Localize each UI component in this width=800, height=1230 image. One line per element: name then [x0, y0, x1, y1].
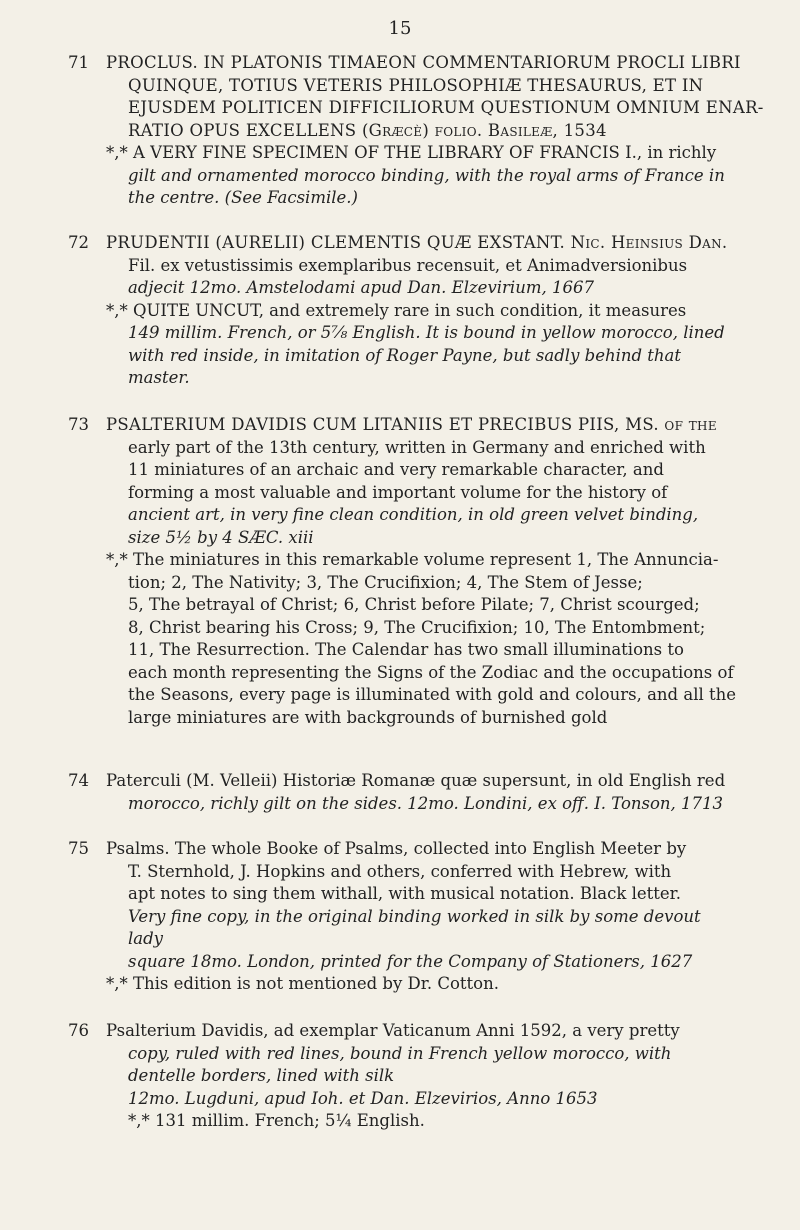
- entry-line: ancient art, in very fine clean condition, in old green velvet binding,: [128, 505, 699, 524]
- entry-line: copy, ruled with red lines, bound in French yellow morocco, with: [128, 1043, 672, 1063]
- entry-line: dentelle borders, lined with silk: [128, 1066, 395, 1085]
- entry-note-line: *,* A VERY FINE SPECIMEN OF THE LIBRARY OF FRANCIS I., in richly: [106, 143, 717, 162]
- entry-line: 11 miniatures of an archaic and very remarkable character, and: [128, 460, 664, 479]
- lot-number: 75: [68, 839, 89, 858]
- entry-note-line: *,* This edition is not mentioned by Dr. Cotton.: [106, 974, 499, 993]
- entry-line: Very fine copy, in the original binding worked in silk by some devout: [128, 906, 701, 926]
- entry-line: apt notes to sing them withall, with musical notation. Black letter.: [128, 884, 681, 903]
- entry-note-line: the Seasons, every page is illuminated with gold and colours, and all the: [128, 685, 737, 704]
- entry-line: PROCLUS. IN PLATONIS TIMAEON COMMENTARIORUM PROCLI LIBRI: [106, 53, 741, 72]
- catalogue-entry-75: [68, 838, 778, 996]
- entry-line: PRUDENTII (AURELII) CLEMENTIS QUÆ EXSTANT. Nic. Heinsius Dan.: [106, 233, 728, 252]
- entry-line: Psalms. The whole Booke of Psalms, collected into English Meeter by: [106, 839, 687, 858]
- entry-note-line: with red inside, in imitation of Roger Payne, but sadly behind that: [128, 345, 682, 365]
- catalogue-entry-71: [68, 52, 778, 210]
- entry-line: early part of the 13th century, written in Germany and enriched with: [128, 437, 706, 457]
- lot-number: 71: [68, 53, 89, 72]
- entry-note-line: 5, The betrayal of Christ; 6, Christ before Pilate; 7, Christ scourged;: [128, 595, 700, 614]
- entry-note-line: 149 millim. French, or 5⅞ English. It is bound in yellow morocco, lined: [128, 323, 725, 342]
- entry-note-line: the centre. (See Facsimile.): [128, 188, 358, 207]
- entry-note-line: 11, The Resurrection. The Calendar has two small illuminations to: [128, 640, 684, 659]
- entry-note-line: *,* 131 millim. French; 5¼ English.: [128, 1111, 425, 1130]
- entry-line: forming a most valuable and important volume for the history of: [128, 482, 668, 502]
- catalogue-entry-72: [68, 232, 778, 390]
- entry-note-line: *,* The miniatures in this remarkable volume represent 1, The Annuncia-: [106, 550, 719, 569]
- catalogue-entry-74: [68, 770, 778, 815]
- entry-note-line: large miniatures are with backgrounds of burnished gold: [128, 707, 608, 727]
- entry-line: 12mo. Lugduni, apud Ioh. et Dan. Elzevirios, Anno 1653: [128, 1088, 598, 1108]
- lot-number: 72: [68, 233, 89, 252]
- entry-line: PSALTERIUM DAVIDIS CUM LITANIIS ET PRECIBUS PIIS, MS. of the: [106, 415, 717, 434]
- entry-note-line: each month representing the Signs of the Zodiac and the occupations of: [128, 662, 734, 682]
- lot-number: 74: [68, 771, 89, 790]
- entry-line: EJUSDEM POLITICEN DIFFICILIORUM QUESTIONUM OMNIUM ENAR-: [128, 98, 764, 117]
- entry-line: morocco, richly gilt on the sides. 12mo. Londini, ex off. I. Tonson, 1713: [128, 793, 724, 813]
- entry-note-line: gilt and ornamented morocco binding, with the royal arms of France in: [128, 165, 725, 185]
- page-number: 15: [388, 18, 412, 39]
- entry-line: lady: [128, 929, 163, 948]
- entry-note-line: 8, Christ bearing his Cross; 9, The Crucifixion; 10, The Entombment;: [128, 617, 706, 637]
- entry-line: Psalterium Davidis, ad exemplar Vaticanum Anni 1592, a very pretty: [106, 1021, 680, 1040]
- lot-number: 76: [68, 1021, 89, 1040]
- entry-line: QUINQUE, TOTIUS VETERIS PHILOSOPHIÆ THESAURUS, ET IN: [128, 75, 704, 95]
- entry-note-line: tion; 2, The Nativity; 3, The Crucifixion; 4, The Stem of Jesse;: [128, 572, 643, 592]
- lot-number: 73: [68, 415, 89, 434]
- entry-line: adjecit 12mo. Amstelodami apud Dan. Elzevirium, 1667: [128, 278, 594, 297]
- entry-line: RATIO OPUS EXCELLENS (Græcè) folio. Basileæ, 1534: [128, 120, 607, 140]
- entry-note-line: *,* QUITE UNCUT, and extremely rare in such condition, it measures: [106, 300, 687, 320]
- entry-line: size 5½ by 4 SÆC. xiii: [128, 527, 314, 547]
- entry-line: Paterculi (M. Velleii) Historiæ Romanæ quæ supersunt, in old English red: [106, 771, 726, 790]
- entry-line: Fil. ex vetustissimis exemplaribus recensuit, et Animadversionibus: [128, 255, 688, 275]
- entry-note-line: master.: [128, 368, 190, 387]
- catalogue-entry-76: [68, 1020, 778, 1133]
- entry-line: square 18mo. London, printed for the Company of Stationers, 1627: [128, 951, 693, 971]
- entry-line: T. Sternhold, J. Hopkins and others, conferred with Hebrew, with: [128, 861, 672, 881]
- catalogue-entry-73: [68, 414, 778, 729]
